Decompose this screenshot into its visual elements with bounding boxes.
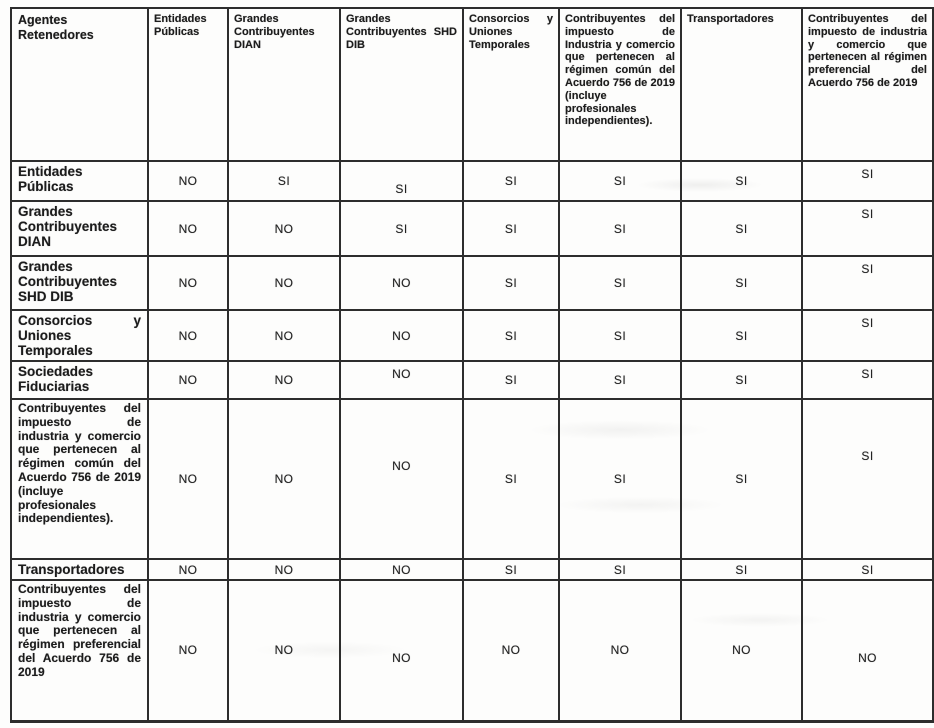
corner-header: Agentes Retenedores [11, 8, 148, 161]
value-cell: SI [681, 161, 802, 201]
table-row [11, 580, 933, 721]
value-cell: SI [463, 361, 559, 399]
col-header: Consorcios y Uniones Temporales [463, 8, 559, 161]
withholding-agents-table [10, 7, 934, 723]
col-header: Contribuyentes del impuesto de Industria y comercio que pertenecen al régimen común del Acuerdo 756 de 2019 (incluye profesionales independientes). [559, 8, 681, 161]
value-cell: SI [463, 559, 559, 580]
value-cell: NO [148, 310, 228, 361]
value-cell: SI [559, 399, 681, 559]
value-cell: NO [463, 580, 559, 721]
value-cell: NO [148, 256, 228, 310]
value-cell: SI [681, 256, 802, 310]
table-row [11, 361, 933, 399]
col-header: Contribuyentes del impuesto de industria y comercio que pertenecen al régimen preferencial del Acuerdo 756 de 2019 [802, 8, 933, 161]
value-cell: NO [340, 580, 463, 721]
value-cell: SI [463, 310, 559, 361]
value-cell: NO [148, 580, 228, 721]
table-row [11, 201, 933, 256]
value-cell: SI [559, 310, 681, 361]
value-cell: NO [148, 161, 228, 201]
table-row [11, 310, 933, 361]
row-header: Grandes Contribuyentes SHD DIB [11, 256, 148, 310]
table-row [11, 256, 933, 310]
value-cell: NO [228, 399, 340, 559]
value-cell: SI [463, 161, 559, 201]
value-cell: SI [802, 399, 933, 559]
value-cell: SI [681, 310, 802, 361]
row-header: Contribuyentes del impuesto de industria y comercio que pertenecen al régimen preferencial del Acuerdo 756 de 2019 [11, 580, 148, 721]
value-cell: NO [228, 361, 340, 399]
row-header: Consorcios y Uniones Temporales [11, 310, 148, 361]
value-cell: SI [802, 559, 933, 580]
value-cell: SI [559, 161, 681, 201]
value-cell: NO [148, 361, 228, 399]
col-header: Transportadores [681, 8, 802, 161]
row-header: Entidades Públicas [11, 161, 148, 201]
value-cell: NO [681, 580, 802, 721]
value-cell: SI [463, 399, 559, 559]
row-header: Sociedades Fiduciarias [11, 361, 148, 399]
value-cell: NO [559, 580, 681, 721]
value-cell: SI [340, 201, 463, 256]
table-row [11, 399, 933, 559]
value-cell: NO [148, 399, 228, 559]
value-cell: SI [681, 559, 802, 580]
value-cell: NO [148, 559, 228, 580]
value-cell: NO [228, 310, 340, 361]
value-cell: NO [228, 580, 340, 721]
col-header: Entidades Públicas [148, 8, 228, 161]
value-cell: SI [681, 201, 802, 256]
value-cell: NO [340, 310, 463, 361]
value-cell: NO [148, 201, 228, 256]
value-cell: SI [802, 256, 933, 310]
value-cell: SI [802, 161, 933, 201]
value-cell: NO [228, 201, 340, 256]
value-cell: SI [802, 310, 933, 361]
value-cell: SI [559, 361, 681, 399]
value-cell: SI [463, 256, 559, 310]
col-header: Grandes Contribuyentes SHD DIB [340, 8, 463, 161]
value-cell: NO [340, 399, 463, 559]
value-cell: SI [340, 161, 463, 201]
header-row [11, 8, 933, 161]
row-header: Contribuyentes del impuesto de industria y comercio que pertenecen al régimen común del Acuerdo 756 de 2019 (incluye profesionales independientes). [11, 399, 148, 559]
value-cell: SI [681, 361, 802, 399]
row-header: Grandes Contribuyentes DIAN [11, 201, 148, 256]
table-row [11, 161, 933, 201]
value-cell: SI [559, 559, 681, 580]
value-cell: SI [802, 361, 933, 399]
value-cell: SI [559, 201, 681, 256]
value-cell: SI [463, 201, 559, 256]
value-cell: NO [228, 256, 340, 310]
col-header: Grandes Contribuyentes DIAN [228, 8, 340, 161]
table-row [11, 559, 933, 580]
value-cell: SI [681, 399, 802, 559]
value-cell: SI [802, 201, 933, 256]
value-cell: SI [228, 161, 340, 201]
value-cell: NO [340, 361, 463, 399]
value-cell: NO [340, 559, 463, 580]
row-header: Transportadores [11, 559, 148, 580]
value-cell: NO [802, 580, 933, 721]
value-cell: NO [228, 559, 340, 580]
value-cell: NO [340, 256, 463, 310]
value-cell: SI [559, 256, 681, 310]
